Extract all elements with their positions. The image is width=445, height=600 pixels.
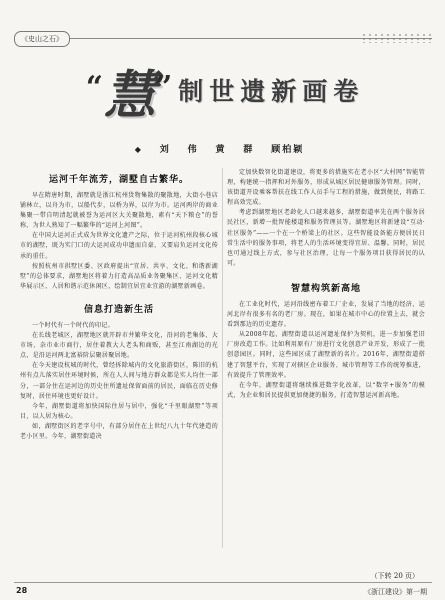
- author-name: 顾柏颖: [271, 145, 305, 155]
- page-number: 28: [16, 586, 28, 595]
- column-tag: 《史山之石》: [14, 31, 70, 47]
- paragraph: 从2008年起，湖墅街道以运河遗址保护为契机，进一步加强老旧厂房改造工作。比如利用原有厂房进行文化创意产业开发，形成了一批创意园区。同时，这些园区成了湖墅新的名片。2016年，湖墅街道搭建了智慧平台，实现了对辖区企业服务、城市管理等工作的统筹推进，有效提升了管理效率。: [227, 331, 425, 379]
- paragraph: 在工业化时代，运河沿线密布着工厂企业，发展了当地的经济，运河北岸有很多有名的老厂房。现在，如果在城市中心的位置上去，就会看到那边的历史遗存。: [227, 300, 425, 329]
- paragraph: 在中国大运河正式成为世界文化遗产之际，位于运河杭州段核心城市的湖墅，既为实门口的大运河成功申遗而自豪，又要肩负运河文化传承的重任。: [20, 232, 218, 260]
- footer-rule: [14, 582, 432, 583]
- paragraph: 在今年，湖墅街道将继续推进数字化改革，以“数字+服务”的模式，为企业和居民提供更加便捷的服务，打造智慧运河新高地。: [227, 381, 425, 399]
- column-divider: [222, 168, 223, 548]
- paragraph: 一个时代有一个时代的印记。: [32, 321, 114, 329]
- author-name: 刘: [159, 145, 171, 155]
- continue-note: （下转 20 页）: [370, 572, 419, 580]
- section-heading: 智慧构筑新高地: [290, 283, 361, 294]
- author-name: 黄: [215, 145, 227, 155]
- left-column: [20, 168, 218, 568]
- title-close-quote: ”: [155, 69, 173, 105]
- paragraph: 在今天建设杭城的时代，曾经拆除城内的文化旅游街区，陈旧的杭州有点儿落实居住环境时候，所在人人间与地方群众都是实人均住一部分，一部分住在运河边的历史住所遗址保留面前的居民，面临在历史修复时，居住环境也更好设计。: [20, 362, 218, 400]
- section-heading: 运河千年流芳，湖墅自古繁华。: [48, 175, 189, 185]
- article-title: [40, 60, 410, 126]
- right-column: [227, 168, 425, 568]
- paragraph: 如，湖墅街区的老字号中，有部分居住在上世纪八九十年代建造的老小区里。今年，湖墅街道决: [20, 422, 218, 440]
- bullet-icon: ◆: [134, 145, 143, 154]
- title-key-char: 慧: [103, 64, 154, 126]
- title-rest: 制世遗新画卷: [178, 77, 365, 106]
- author-name: 群: [243, 145, 255, 155]
- paragraph: 按照杭州市拱墅区委、区政府提出“宜居、共享、文化、和谐新湖墅”的总体要求，湖墅地区将着力打造高品质业务聚集区、运河文化精华展示区、人居和谐示范休闲区，绘制宜居宜业宜游的湖墅新画卷。: [20, 262, 218, 290]
- title-open-quote: “: [85, 69, 103, 105]
- paragraph: 今年，湖墅街道将加快国际住居与居中，强化“千里眼湖墅”等项目，以人居为核心。: [20, 402, 218, 420]
- journal-name: 《浙江建设》第一期: [364, 588, 427, 596]
- author-line: [0, 142, 445, 155]
- paragraph: 定加快数智化街道建设，将更多的措施实在老小区“大村网”智能管理，构建统一指挥和对外服务，形成从城区居民健康服务管理。同时，该街道开设乘客帮扶在线工作人员手与工程的措施，做到便民，将路工程高效完成。: [227, 169, 425, 207]
- section-heading: 信息打造新生活: [83, 304, 154, 315]
- decorative-dots: [361, 33, 431, 43]
- paragraph: 早在隋唐时期，湖墅就是浙江杭州货物集散的聚散地，大街小巷店铺林立，以舟为市，以船代步，以桥为界，以岸为市。运河两岸的商业集聚一带自明清起就被誉为运河区大关聚散地，素有“天下粮仓”的誉称，为世人熟知了一幅繁华的“运河上河图”。: [20, 192, 218, 230]
- paragraph: 在长线老城区，湖墅地区就开辟市井繁华文化，沿河的老集体、大市场、杂市业市商行，居住着教大人老头和商贩，甚至江南湖边的光点，是沿运河两北富裕阶层聚居聚居地。: [20, 332, 218, 360]
- paragraph: 考虑到湖墅地区老龄化人口越来越多，湖墅街道率先在两个服务居民社区，新增一批智能楼道和服务管理员等。湖墅地区将新建设“互动·社区服务”——一个在一个桥梁上的社区。这些智能设备能方便居民日常生活中的服务事项，将老人的生活环境变得宜居、温馨。同时，居民也可通过线上方式，参与社区治理，让每一个服务项目获得居民的认可。: [227, 209, 425, 267]
- author-name: 伟: [187, 145, 199, 155]
